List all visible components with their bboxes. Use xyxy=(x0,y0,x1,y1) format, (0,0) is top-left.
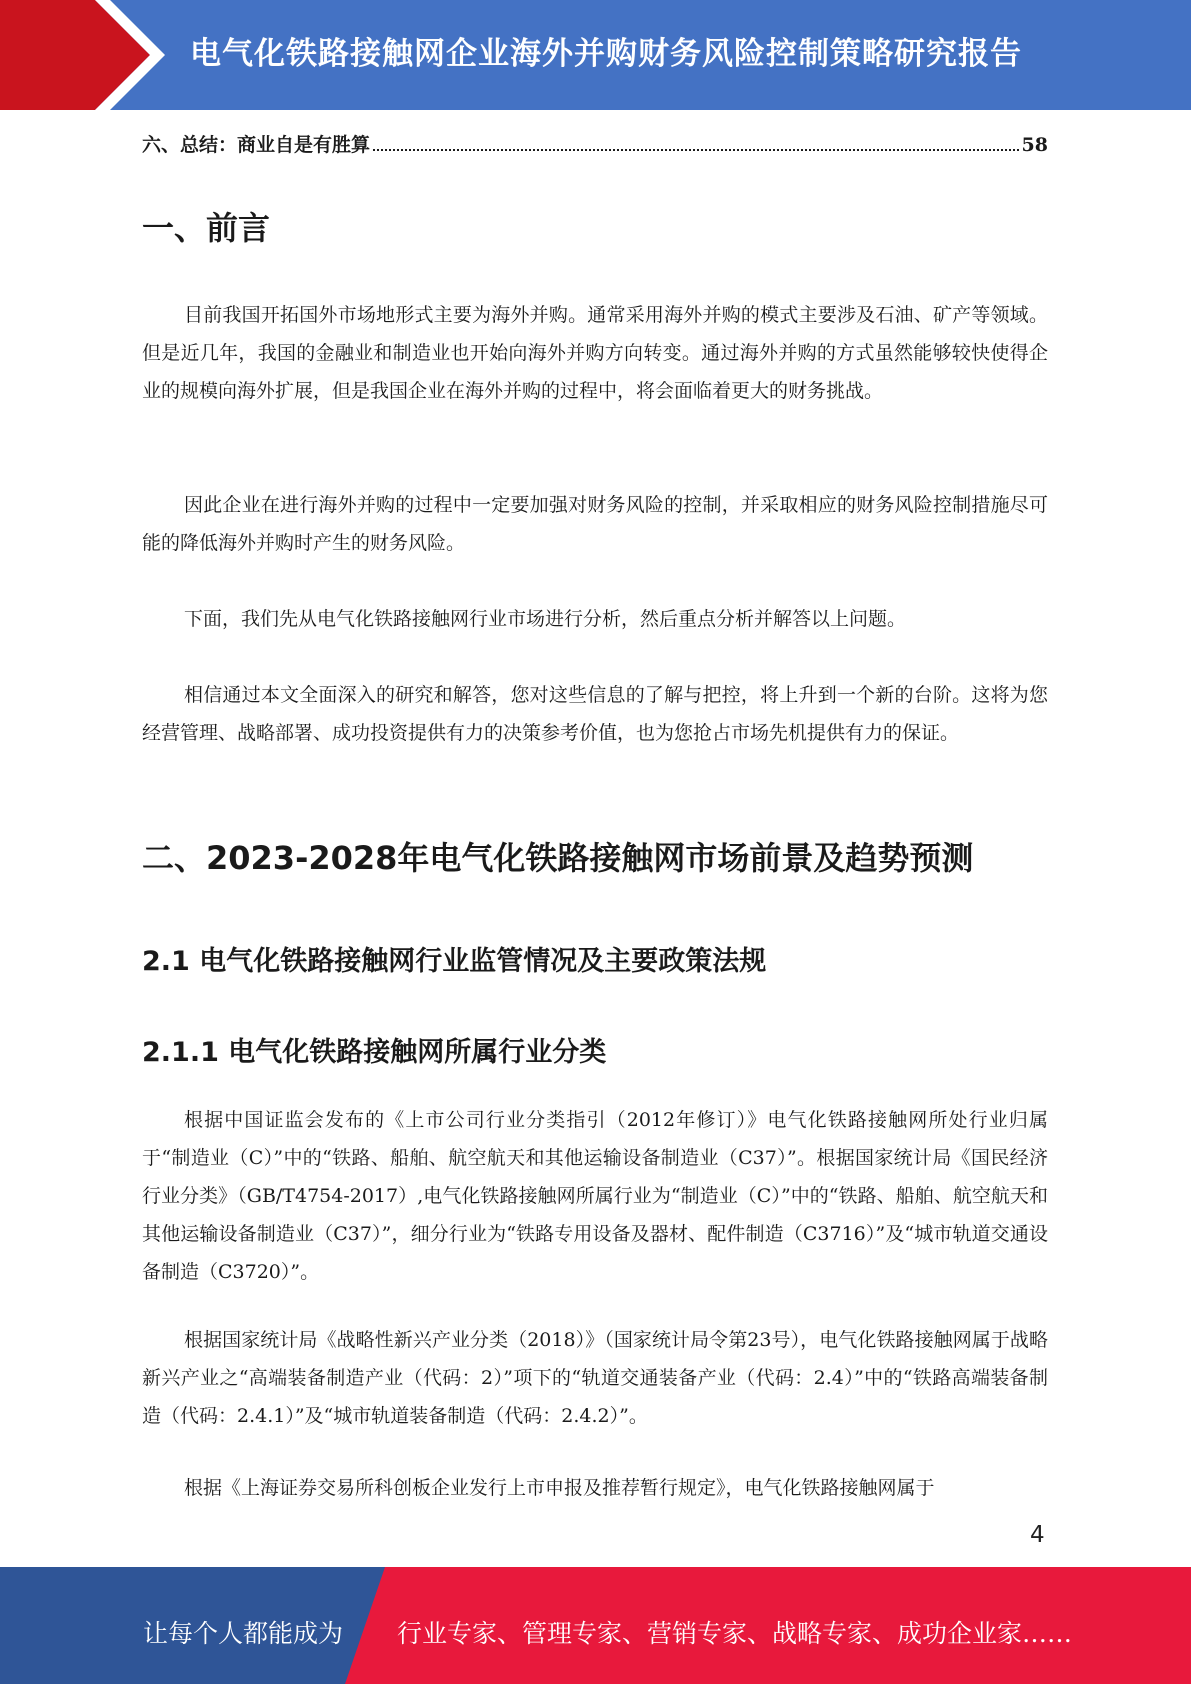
report-footer xyxy=(0,1567,1191,1684)
subsection-heading-2-1-1: 2.1.1 电气化铁路接触网所属行业分类 xyxy=(142,1037,607,1068)
footer-slogan-right: 行业专家、管理专家、营销专家、战略专家、成功企业家…… xyxy=(397,1619,1073,1648)
classification-paragraph-1: 根据中国证监会发布的《上市公司行业分类指引（2012年修订）》电气化铁路接触网所处行业归属于“制造业（C）”中的“铁路、船舶、航空航天和其他运输设备制造业（C37）”。根据国家统计局《国民经济行业分类》（GB/T4754-2017）,电气化铁路接触网所属行业为“制造业（C）”中的“铁路、船舶、航空航天和其他运输设备制造业（C37）”，细分行业为“铁路专用设备及器材、配件制造（C3716）”及“城市轨道交通设备制造（C3720）”。 xyxy=(142,1109,1048,1283)
report-header xyxy=(0,0,1191,110)
section-heading-intro: 一、前言 xyxy=(142,209,271,247)
intro-paragraph-4: 相信通过本文全面深入的研究和解答，您对这些信息的了解与把控，将上升到一个新的台阶。这将为您经营管理、战略部署、成功投资提供有力的决策参考价值，也为您抢占市场先机提供有力的保证。 xyxy=(142,684,1048,744)
toc-entry-label: 六、总结：商业自是有胜算 xyxy=(142,134,371,156)
classification-paragraph-3: 根据《上海证券交易所科创板企业发行上市申报及推荐暂行规定》，电气化铁路接触网属于 xyxy=(184,1477,935,1499)
toc-entry-page: 58 xyxy=(1021,134,1048,156)
toc-entry[interactable] xyxy=(142,130,1048,158)
page-number: 4 xyxy=(1030,1522,1045,1548)
subsection-heading-2-1: 2.1 电气化铁路接触网行业监管情况及主要政策法规 xyxy=(142,946,767,977)
section-heading-market: 二、2023-2028年电气化铁路接触网市场前景及趋势预测 xyxy=(142,839,974,877)
intro-paragraph-1: 目前我国开拓国外市场地形式主要为海外并购。通常采用海外并购的模式主要涉及石油、矿产等领域。但是近几年，我国的金融业和制造业也开始向海外并购方向转变。通过海外并购的方式虽然能够较快使得企业的规模向海外扩展，但是我国企业在海外并购的过程中，将会面临着更大的财务挑战。 xyxy=(142,304,1048,402)
intro-paragraph-2: 因此企业在进行海外并购的过程中一定要加强对财务风险的控制，并采取相应的财务风险控制措施尽可能的降低海外并购时产生的财务风险。 xyxy=(142,494,1048,554)
classification-paragraph-2: 根据国家统计局《战略性新兴产业分类（2018）》（国家统计局令第23号），电气化铁路接触网属于战略新兴产业之“高端装备制造产业（代码：2）”项下的“轨道交通装备产业（代码：2.4）”中的“铁路高端装备制造（代码：2.4.1）”及“城市轨道装备制造（代码：2.4.2）”。 xyxy=(142,1329,1048,1427)
report-title: 电气化铁路接触网企业海外并购财务风险控制策略研究报告 xyxy=(190,36,1022,72)
toc-dot-leader xyxy=(373,149,1019,151)
footer-slogan-left: 让每个人都能成为 xyxy=(143,1619,344,1648)
intro-paragraph-3: 下面，我们先从电气化铁路接触网行业市场进行分析，然后重点分析并解答以上问题。 xyxy=(184,608,907,630)
